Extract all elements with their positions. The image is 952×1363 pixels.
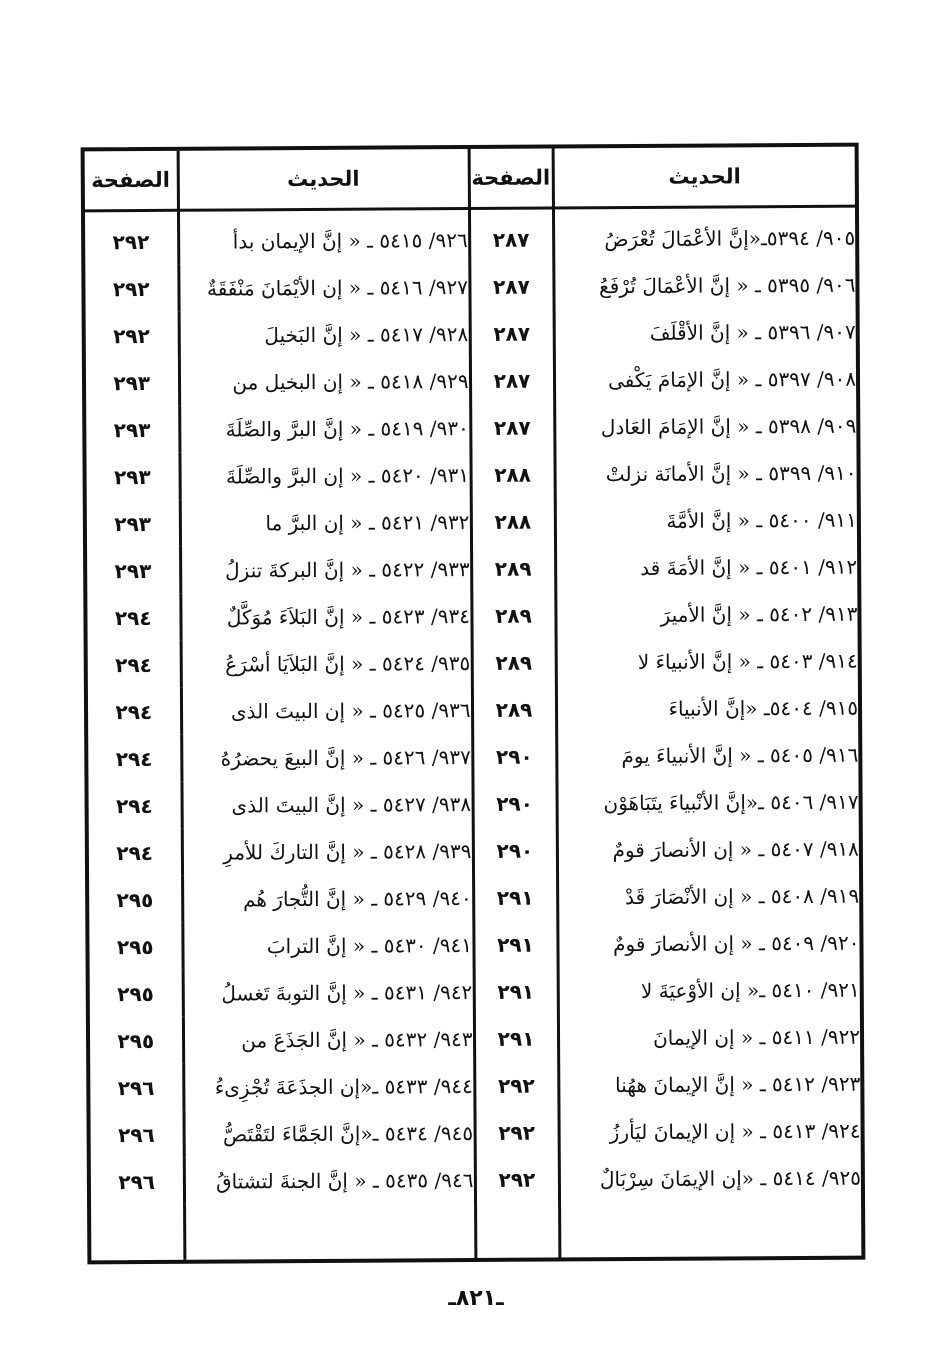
hadith-entry-left: ٩٤٥/ ٥٤٣٤ ـ«إنَّ الجَمَّاءَ لتَقْتَصُّ [183,1109,474,1158]
page-number-left: ٢٩٣ [113,370,151,395]
hadith-entry-right: ٩١٣/ ٥٤٠٢ ـ « إنَّ الأميرَ [555,590,857,639]
empty-cell [475,1202,559,1258]
table-row [91,1154,861,1206]
hadith-entry-right: ٩١٠/ ٥٣٩٩ ـ « إنَّ الأمانَة نزلتْ [554,449,856,498]
table-filler-row [91,1201,861,1261]
index-table-frame [81,143,866,1265]
page-number-left: ٢٩٢ [112,276,150,301]
header-hadith-right: الحديث [553,147,855,208]
table-row [90,1060,860,1112]
hadith-entry-right: ٩٠٥/ ٥٣٩٤ـ«إنَّ الأعْمَالَ تُعْرَضُ [553,206,855,262]
hadith-entry-right: ٩١٤/ ٥٤٠٣ ـ « إنَّ الأنبياءَ لا [556,637,858,686]
table-row [88,731,858,783]
hadith-entry-right: ٩٢٢/ ٥٤١١ ـ « إن الإيمانَ [558,1013,860,1062]
hadith-entry-left: ٩٤٠/ ٥٤٢٩ ـ « إنَّ التُّجارَ هُم [182,874,473,923]
hadith-entry-right: ٩٢٤/ ٥٤١٣ ـ « إن الإيمانَ ليَأرزُ [558,1107,860,1156]
page-number-right: ٢٨٩ [472,685,556,733]
table-row [87,590,857,642]
table-row [86,402,856,454]
table-row [90,1107,860,1159]
page-number-right: ٢٨٧ [469,263,553,311]
page-number-left: ٢٩٥ [117,1028,155,1053]
page-number-left: ٢٩٢ [112,229,150,254]
page-number-left: ٢٩٤ [115,793,153,818]
page-number-right: ٢٩٢ [474,1108,558,1156]
header-page-right: الصفحة [469,149,553,209]
hadith-entry-left: ٩٢٦/ ٥٤١٥ ـ « إنَّ الإيمان بدأ [178,209,469,265]
page-number-left: ٢٩٦ [117,1122,155,1147]
hadith-entry-right: ٩١٩/ ٥٤٠٨ ـ « إن الأنْصَارَ قَدْ [557,872,859,921]
page-number-right: ٢٨٩ [472,638,556,686]
hadith-entry-left: ٩٤١/ ٥٤٣٠ ـ « إنَّ الترابَ [182,921,473,970]
page-number-right: ٢٩٢ [475,1155,559,1203]
page-number-left: ٢٩٤ [114,605,152,630]
table-row [87,496,857,548]
hadith-entry-left: ٩٣٨/ ٥٤٢٧ ـ « إنَّ البيتَ الذى [181,780,472,829]
table-row [88,684,858,736]
page-number-left: ٢٩٤ [115,699,153,724]
hadith-entry-right: ٩١١/ ٥٤٠٠ ـ « إنَّ الأمَّةَ [555,496,857,545]
page-number-right: ٢٩١ [474,1014,558,1062]
hadith-entry-right: ٩٢٠/ ٥٤٠٩ ـ « إن الأنصارَ قومٌ [557,919,859,968]
table-row [90,1013,860,1065]
page-number-left: ٢٩٤ [115,652,152,677]
table-row [87,543,857,595]
table-header-row [85,147,855,211]
page-number-right: ٢٩١ [473,873,557,921]
hadith-entry-left: ٩٣٥/ ٥٤٢٤ ـ « إنَّ البَلاَيَا أسْرَعُ [181,639,472,688]
hadith-entry-right: ٩٠٧/ ٥٣٩٦ ـ « إنَّ الأقْلَفَ [554,308,856,357]
page-number-right: ٢٨٧ [469,208,553,263]
page-number-left: ٢٩٤ [115,746,153,771]
hadith-entry-right: ٩٢٥/ ٥٤١٤ ـ «إن الإيمَانَ سِرْبَالٌ [559,1154,861,1203]
hadith-entry-left: ٩٤٤/ ٥٤٣٣ ـ«إن الجذَعَةَ تُجْزِىءُ [183,1062,474,1111]
page-number-left: ٢٩٤ [116,840,154,865]
page-number-left: ٢٩٣ [113,464,151,489]
empty-cell [184,1203,475,1260]
hadith-entry-right: ٩١٥/ ٥٤٠٤ـ «إنَّ الأنبياءَ [556,684,858,733]
table-row [85,261,855,313]
hadith-entry-left: ٩٣٩/ ٥٤٢٨ ـ « إنَّ التاركَ للأمرِ [182,827,473,876]
hadith-entry-left: ٩٣٤/ ٥٤٢٣ ـ « إنَّ البَلاَءَ مُوَكَّلٌ [180,592,471,641]
page-number-right: ٢٨٧ [470,356,554,404]
hadith-entry-right: ٩٠٩/ ٥٣٩٨ ـ « إنَّ الإمَامَ العَادل [554,402,856,451]
table-body [85,206,861,1260]
hadith-entry-left: ٩٤٢/ ٥٤٣١ ـ « إنَّ التوبةَ تَغسلُ [183,968,474,1017]
table-row [90,966,860,1018]
page-number-right: ٢٩٠ [472,732,556,780]
hadith-entry-right: ٩١٦/ ٥٤٠٥ ـ « إنَّ الأنبياءَ يومَ [556,731,858,780]
hadith-entry-left: ٩٣٧/ ٥٤٢٦ ـ « إنَّ البيعَ يحضرُهُ [181,733,472,782]
page-number-left: ٢٩٥ [117,981,154,1006]
hadith-entry-left: ٩٣٠/ ٥٤١٩ ـ « إنَّ البرَّ والصِّلَةَ [179,404,470,453]
empty-cell [559,1201,861,1258]
empty-cell [91,1205,184,1261]
hadith-entry-right: ٩٢٣/ ٥٤١٢ ـ « إنَّ الإيمانَ ههُنا [558,1060,860,1109]
table-row [88,778,858,830]
page-number-left: ٢٩٣ [114,558,152,583]
page-number-left: ٢٩٦ [117,1075,155,1100]
hadith-entry-left: ٩٣٢/ ٥٤٢١ ـ « إن البرَّ ما [180,498,471,547]
table-row [86,308,856,360]
page-number-right: ٢٩١ [473,920,557,968]
hadith-index-table [85,147,862,1261]
page-number: ـ٨٢١ـ [448,1286,504,1311]
page-number-right: ٢٨٩ [471,544,555,592]
page-number-right: ٢٨٩ [471,591,555,639]
table-row [85,206,855,265]
page-number-left: ٢٩٣ [113,417,151,442]
header-page-left: الصفحة [85,151,178,211]
hadith-entry-right: ٩١٢/ ٥٤٠١ ـ « إنَّ الأمَةَ قد [555,543,857,592]
page-number-left: ٢٩٢ [113,323,150,348]
page-number-right: ٢٨٨ [470,450,554,498]
hadith-entry-left: ٩٢٩/ ٥٤١٨ ـ « إن البخيل من [179,357,470,406]
hadith-entry-right: ٩٠٨/ ٥٣٩٧ ـ « إنَّ الإمَامَ يَكْفى [554,355,856,404]
page-number-right: ٢٨٨ [471,497,555,545]
page-number-right: ٢٨٧ [470,310,554,358]
table-row [89,825,859,877]
hadith-entry-left: ٩٤٣/ ٥٤٣٢ ـ « إنَّ الجَذَعَ من [183,1015,474,1064]
page-number-left: ٢٩٦ [118,1169,156,1194]
hadith-entry-left: ٩٣١/ ٥٤٢٠ ـ « إن البرَّ والصِّلَةَ [179,451,470,500]
page-number-right: ٢٩٢ [474,1061,558,1109]
table-row [88,637,858,689]
header-hadith-left: الحديث [178,149,469,210]
hadith-entry-right: ٩١٧/ ٥٤٠٦ ـ«إنَّ الأنْبياءَ يتَبَاهَوْن [556,778,858,827]
page-number-right: ٢٩٠ [473,826,557,874]
page-number-right: ٢٨٧ [470,403,554,451]
hadith-entry-right: ٩٢١/ ٥٤١٠ ـ« إن الأوْعيَةَ لا [558,966,860,1015]
page-number-left: ٢٩٥ [116,934,154,959]
hadith-entry-right: ٩١٨/ ٥٤٠٧ ـ « إن الأنصارَ قومٌ [557,825,859,874]
hadith-entry-left: ٩٢٨/ ٥٤١٧ ـ « إنَّ البَخيلَ [179,310,470,359]
page-number-left: ٢٩٥ [116,887,154,912]
page-number-right: ٢٩٠ [472,779,556,827]
hadith-entry-right: ٩٠٦/ ٥٣٩٥ ـ « إنَّ الأعْمَالَ تُرْفَعُ [553,261,855,310]
hadith-entry-left: ٩٣٣/ ٥٤٢٢ ـ « إنَّ البركةَ تنزلُ [180,545,471,594]
hadith-entry-left: ٩٤٦/ ٥٤٣٥ ـ « إنَّ الجنةَ لتشتاقُ [184,1156,475,1205]
table-row [86,355,856,407]
hadith-entry-left: ٩٢٧/ ٥٤١٦ ـ « إن الأيْمَانَ مَنْفَقَةٌ [178,263,469,312]
page-number-right: ٢٩١ [474,967,558,1015]
table-row [89,872,859,924]
table-row [89,919,859,971]
hadith-entry-left: ٩٣٦/ ٥٤٢٥ ـ « إن البيتَ الذى [181,686,472,735]
page-number-left: ٢٩٣ [114,511,152,536]
table-row [86,449,856,501]
